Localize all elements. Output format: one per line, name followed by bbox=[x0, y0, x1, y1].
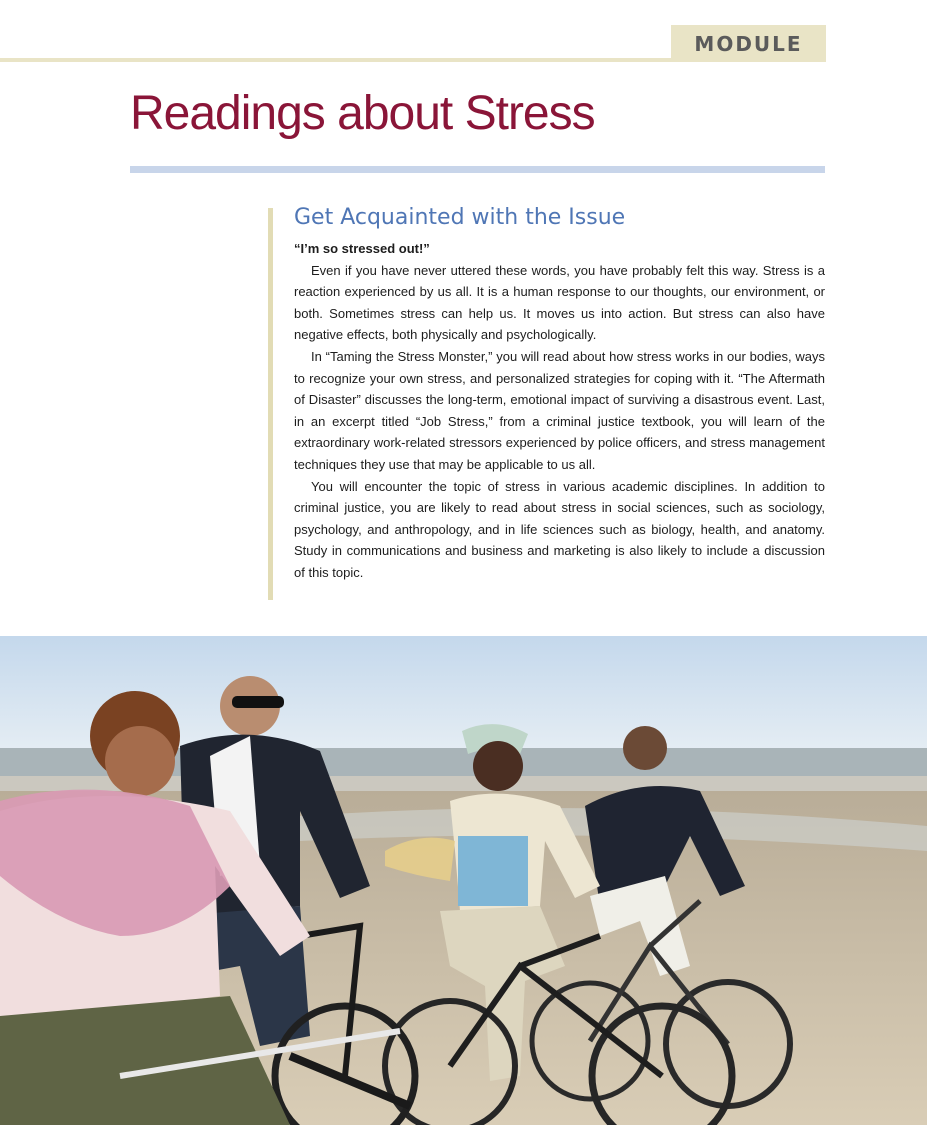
paragraph-3: You will encounter the topic of stress in various academic disciplines. In addition to criminal justice, you are likely to read about stress in social sciences, such as sociology, psychology, and anthropology, and in life sciences such as biology, health, and anatomy. Study in communications and business and marketing is also likely to include a discussion of this topic. bbox=[294, 478, 825, 580]
cyclists-beach-photo bbox=[0, 636, 927, 1125]
title-rule bbox=[130, 166, 825, 173]
section-sidebar-bar bbox=[268, 208, 273, 600]
module-label: MODULE bbox=[671, 25, 826, 62]
intro-section bbox=[294, 204, 825, 584]
section-quote: “I’m so stressed out!” bbox=[294, 241, 430, 256]
paragraph-1: Even if you have never uttered these words, you have probably felt this way. Stress is a reaction experienced by us all. It is a human response to our thoughts, our environment, or both. Sometimes stress can help us. It moves us into action. But stress can also have negative effects, both physically and psychologically. bbox=[294, 262, 825, 343]
paragraph-2: In “Taming the Stress Monster,” you will read about how stress works in our bodies, ways to recognize your own stress, and personalized strategies for coping with it. “The Aftermath of Disaster” discusses the long-term, emotional impact of surviving a disastrous event. Last, in an excerpt titled “Job Stress,” from a criminal justice textbook, you will learn of the extraordinary work-related stressors experienced by police officers, and stress management techniques they use that may be applicable to us all. bbox=[294, 348, 825, 472]
section-heading: Get Acquainted with the Issue bbox=[294, 205, 626, 230]
page-title: Readings about Stress bbox=[130, 87, 595, 140]
